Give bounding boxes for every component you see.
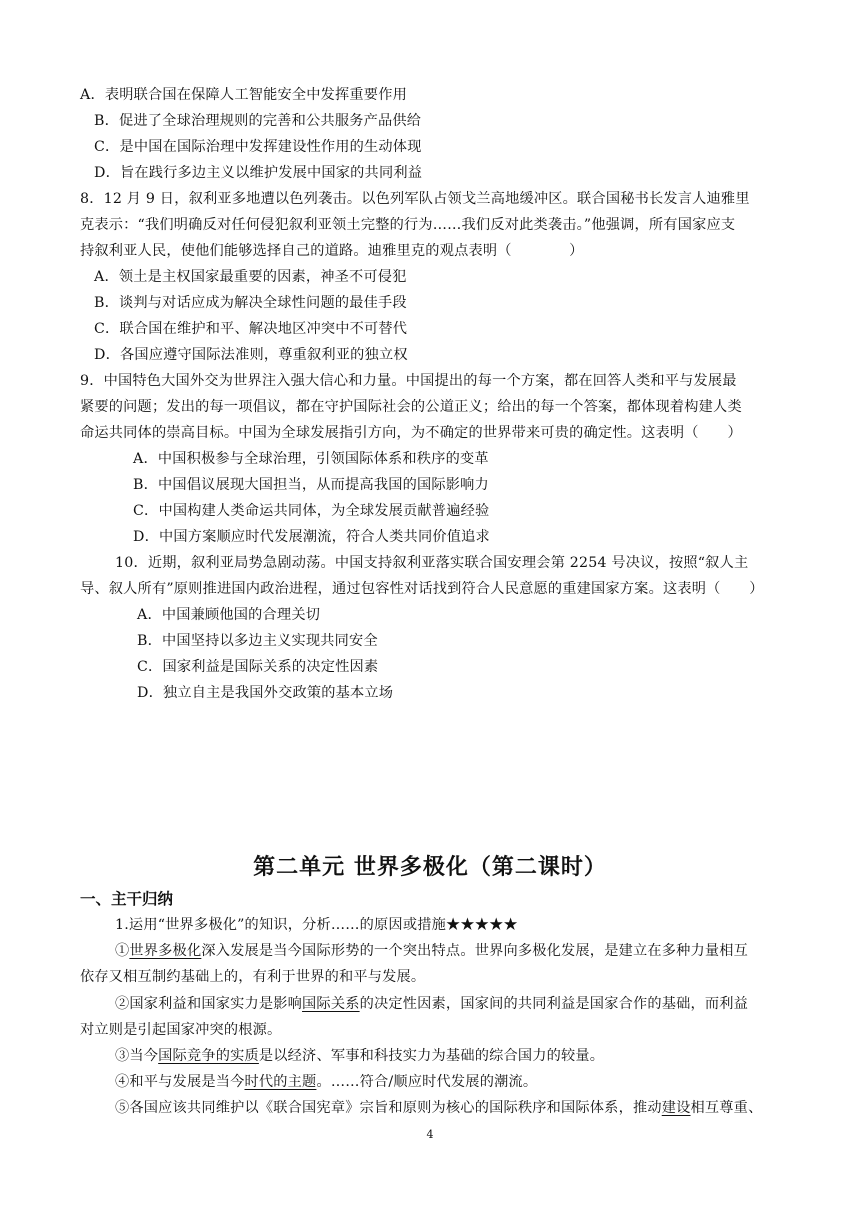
point-4 <box>115 1072 537 1092</box>
q9-stem-line-3: 命运共同体的崇高目标。中国为全球发展指引方向，为不确定的世界带来可贵的确定性。这表明（ ） <box>80 425 742 441</box>
point-2-keyword: 国际关系 <box>302 996 360 1012</box>
point-5-keyword: 建设 <box>661 1100 691 1116</box>
q10-option-d: D．独立自主是我国外交政策的基本立场 <box>137 685 394 701</box>
point-1-line-1 <box>115 941 748 961</box>
point-3-keyword: 国际竞争的实质 <box>158 1048 259 1064</box>
page-number: 4 <box>426 1128 434 1141</box>
point-3 <box>115 1046 604 1066</box>
q9-stem-line-1: 9．中国特色大国外交为世界注入强大信心和力量。中国提出的每一个方案，都在回答人类和平与发展最 <box>80 373 737 389</box>
point-2-prefix: ②国家利益和国家实力是影响 <box>115 996 303 1012</box>
point-4-text: 。……符合/顺应时代发展的潮流。 <box>316 1074 538 1090</box>
q9-option-d: D．中国方案顺应时代发展潮流，符合人类共同价值追求 <box>133 529 490 545</box>
q8-option-a: A．领土是主权国家最重要的因素，神圣不可侵犯 <box>94 269 407 285</box>
point-3-text: 是以经济、军事和科技实力为基础的综合国力的较量。 <box>258 1048 605 1064</box>
point-5-prefix: ⑤各国应该共同维护以《联合国宪章》宗旨和原则为核心的国际秩序和国际体系，推动 <box>115 1100 662 1116</box>
q7-option-c: C．是中国在国际治理中发挥建设性作用的生动体现 <box>94 139 422 155</box>
q8-option-d: D．各国应遵守国际法准则，尊重叙利亚的独立权 <box>94 347 408 363</box>
point-4-prefix: ④和平与发展是当今 <box>115 1074 245 1090</box>
point-2-text: 的决定性因素，国家间的共同利益是国家合作的基础，而利益 <box>359 996 749 1012</box>
q8-stem-line-2: 克表示：“我们明确反对任何侵犯叙利亚领土完整的行为……我们反对此类袭击。”他强调，所有国家应支 <box>80 217 736 233</box>
q10-option-a: A．中国兼顾他国的合理关切 <box>137 607 321 623</box>
q9-option-b: B．中国倡议展现大国担当，从而提高我国的国际影响力 <box>133 477 489 493</box>
q8-stem-line-1: 8．12 月 9 日，叙利亚多地遭以色列袭击。以色列军队占领戈兰高地缓冲区。联合国秘书长发言人迪雅里 <box>80 191 750 207</box>
q8-option-c: C．联合国在维护和平、解决地区冲突中不可替代 <box>94 321 408 337</box>
q10-option-c: C．国家利益是国际关系的决定性因素 <box>137 659 379 675</box>
section-subheading: 一、主干归纳 <box>80 890 174 908</box>
q8-stem-line-3: 持叙利亚人民，使他们能够选择自己的道路。迪雅里克的观点表明（ ） <box>80 243 584 259</box>
section-title: 第二单元 世界多极化（第二课时） <box>253 855 607 880</box>
q7-option-b: B．促进了全球治理规则的完善和公共服务产品供给 <box>94 113 422 129</box>
q10-stem-line-1: 10．近期，叙利亚局势急剧动荡。中国支持叙利亚落实联合国安理会第 2254 号决议，按照“叙人主 <box>115 555 749 571</box>
point-1-line-2: 依存又相互制约基础上的，有利于世界的和平与发展。 <box>80 969 426 985</box>
q10-stem-line-2: 导、叙人所有”原则推进国内政治进程，通过包容性对话找到符合人民意愿的重建国家方案。这表明（ ） <box>80 581 764 597</box>
point-1-marker: ① <box>115 943 130 959</box>
point-1-text: 深入发展是当今国际形势的一个突出特点。世界向多极化发展，是建立在多种力量相互 <box>201 943 749 959</box>
q7-option-d: D．旨在践行多边主义以维护发展中国家的共同利益 <box>94 165 423 181</box>
point-5 <box>115 1098 762 1118</box>
point-5-text: 相互尊重、 <box>690 1100 763 1116</box>
point-3-prefix: ③当今 <box>115 1048 159 1064</box>
q9-option-a: A．中国积极参与全球治理，引领国际体系和秩序的变革 <box>133 451 489 467</box>
item-1-heading: 1.运用“世界多极化”的知识，分析……的原因或措施★★★★★ <box>115 917 518 933</box>
q9-stem-line-2: 紧要的问题；发出的每一项倡议，都在守护国际社会的公道正义；给出的每一个答案，都体现着构建人类 <box>80 399 742 415</box>
q8-option-b: B．谈判与对话应成为解决全球性问题的最佳手段 <box>94 295 407 311</box>
point-2-line-2: 对立则是引起国家冲突的根源。 <box>80 1022 282 1038</box>
q7-option-a: A．表明联合国在保障人工智能安全中发挥重要作用 <box>80 87 407 103</box>
point-1-keyword: 世界多极化 <box>129 943 202 959</box>
q10-option-b: B．中国坚持以多边主义实现共同安全 <box>137 633 378 649</box>
point-2-line-1 <box>115 994 748 1014</box>
q9-option-c: C．中国构建人类命运共同体，为全球发展贡献普遍经验 <box>133 503 490 519</box>
point-4-keyword: 时代的主题 <box>244 1074 317 1090</box>
